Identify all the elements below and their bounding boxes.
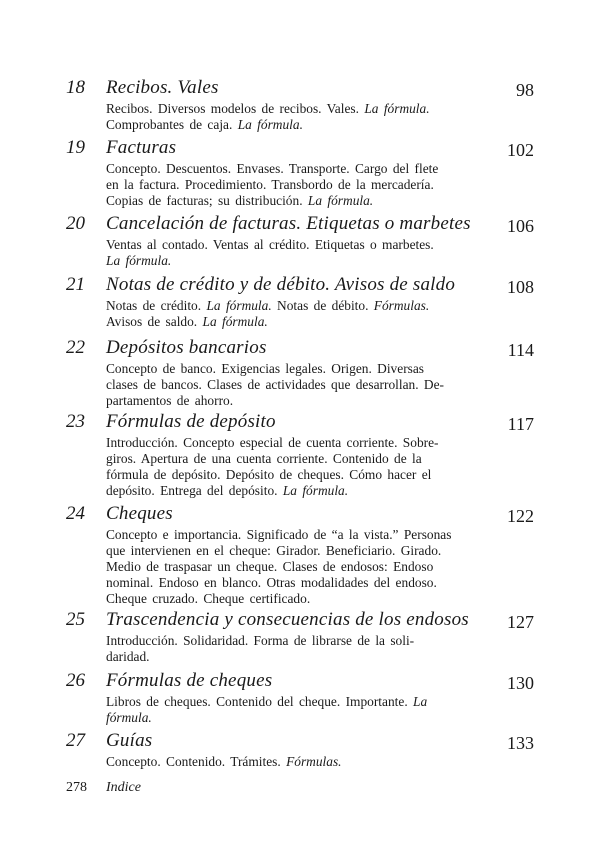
toc-entry <box>66 502 536 607</box>
chapter-page: 98 <box>516 80 534 100</box>
chapter-page: 127 <box>507 612 534 632</box>
chapter-title: Notas de crédito y de débito. Avisos de saldo <box>106 274 456 295</box>
description-line: fórmula de depósito. Depósito de cheques. Cómo hacer el <box>106 467 432 482</box>
chapter-title: Depósitos bancarios <box>106 337 267 358</box>
chapter-description <box>106 297 488 330</box>
description-line: Concepto. Contenido. Trámites. Fórmulas. <box>106 754 342 769</box>
chapter-number: 19 <box>66 137 85 158</box>
description-line: Medio de traspasar un cheque. Clases de endosos: Endoso <box>106 559 434 574</box>
chapter-description <box>106 236 488 269</box>
chapter-page: 122 <box>507 506 534 526</box>
toc-entry <box>66 136 536 209</box>
description-line: que intervienen en el cheque: Girador. Beneficiario. Girado. <box>106 543 442 558</box>
description-line: Concepto. Descuentos. Envases. Transporte. Cargo del flete <box>106 161 439 176</box>
chapter-page: 133 <box>507 733 534 753</box>
chapter-page: 117 <box>507 414 534 434</box>
chapter-title: Facturas <box>106 137 177 158</box>
chapter-description <box>106 753 488 770</box>
chapter-description <box>106 434 488 499</box>
chapter-title: Fórmulas de cheques <box>106 670 273 691</box>
chapter-description <box>106 100 488 133</box>
description-line: Introducción. Solidaridad. Forma de librarse de la soli- <box>106 633 415 648</box>
toc-entry <box>66 729 536 770</box>
description-line: Notas de crédito. La fórmula. Notas de débito. Fórmulas. <box>106 298 430 313</box>
page-number: 278 <box>66 780 87 795</box>
description-line: Concepto e importancia. Significado de “a la vista.” Personas <box>106 527 452 542</box>
description-line: giros. Apertura de una cuenta corriente. Contenido de la <box>106 451 422 466</box>
description-line: daridad. <box>106 649 150 664</box>
chapter-number: 26 <box>66 670 85 691</box>
description-line: Cheque cruzado. Cheque certificado. <box>106 591 311 606</box>
chapter-title: Cheques <box>106 503 173 524</box>
chapter-title: Guías <box>106 730 153 751</box>
description-line: La fórmula. <box>106 253 172 268</box>
chapter-description <box>106 693 488 726</box>
description-line: nominal. Endoso en blanco. Otras modalidades del endoso. <box>106 575 437 590</box>
toc-entry <box>66 669 536 726</box>
page-footer <box>66 780 141 796</box>
chapter-number: 27 <box>66 730 85 751</box>
description-line: partamentos de ahorro. <box>106 393 234 408</box>
chapter-page: 108 <box>507 277 534 297</box>
chapter-description <box>106 360 488 409</box>
chapter-description <box>106 632 488 665</box>
chapter-title: Trascendencia y consecuencias de los endosos <box>106 609 469 630</box>
description-line: Libros de cheques. Contenido del cheque. Importante. La <box>106 694 428 709</box>
description-line: Ventas al contado. Ventas al crédito. Etiquetas o marbetes. <box>106 237 434 252</box>
chapter-title: Cancelación de facturas. Etiquetas o marbetes <box>106 213 471 234</box>
chapter-number: 23 <box>66 411 85 432</box>
description-line: depósito. Entrega del depósito. La fórmula. <box>106 483 349 498</box>
chapter-page: 114 <box>507 340 534 360</box>
description-line: Recibos. Diversos modelos de recibos. Vales. La fórmula. <box>106 101 430 116</box>
description-line: Introducción. Concepto especial de cuenta corriente. Sobre- <box>106 435 439 450</box>
description-line: en la factura. Procedimiento. Transbordo de la mercadería. <box>106 177 434 192</box>
toc-entry <box>66 608 536 665</box>
description-line: Comprobantes de caja. La fórmula. <box>106 117 303 132</box>
chapter-page: 106 <box>507 216 534 236</box>
toc-entry <box>66 336 536 409</box>
chapter-number: 25 <box>66 609 85 630</box>
running-footer-label: Indice <box>106 780 141 795</box>
chapter-page: 102 <box>507 140 534 160</box>
chapter-title: Fórmulas de depósito <box>106 411 276 432</box>
chapter-number: 20 <box>66 213 85 234</box>
chapter-description <box>106 526 488 607</box>
chapter-number: 24 <box>66 503 85 524</box>
chapter-title: Recibos. Vales <box>106 77 219 98</box>
description-line: clases de bancos. Clases de actividades que desarrollan. De- <box>106 377 444 392</box>
chapter-number: 21 <box>66 274 85 295</box>
chapter-page: 130 <box>507 673 534 693</box>
description-line: Copias de facturas; su distribución. La fórmula. <box>106 193 374 208</box>
toc-entry <box>66 212 536 269</box>
description-line: fórmula. <box>106 710 152 725</box>
chapter-number: 22 <box>66 337 85 358</box>
description-line: Avisos de saldo. La fórmula. <box>106 314 268 329</box>
toc-entry <box>66 410 536 499</box>
chapter-description <box>106 160 488 209</box>
toc-entry <box>66 273 536 330</box>
description-line: Concepto de banco. Exigencias legales. Origen. Diversas <box>106 361 425 376</box>
chapter-number: 18 <box>66 77 85 98</box>
toc-entry <box>66 76 536 133</box>
